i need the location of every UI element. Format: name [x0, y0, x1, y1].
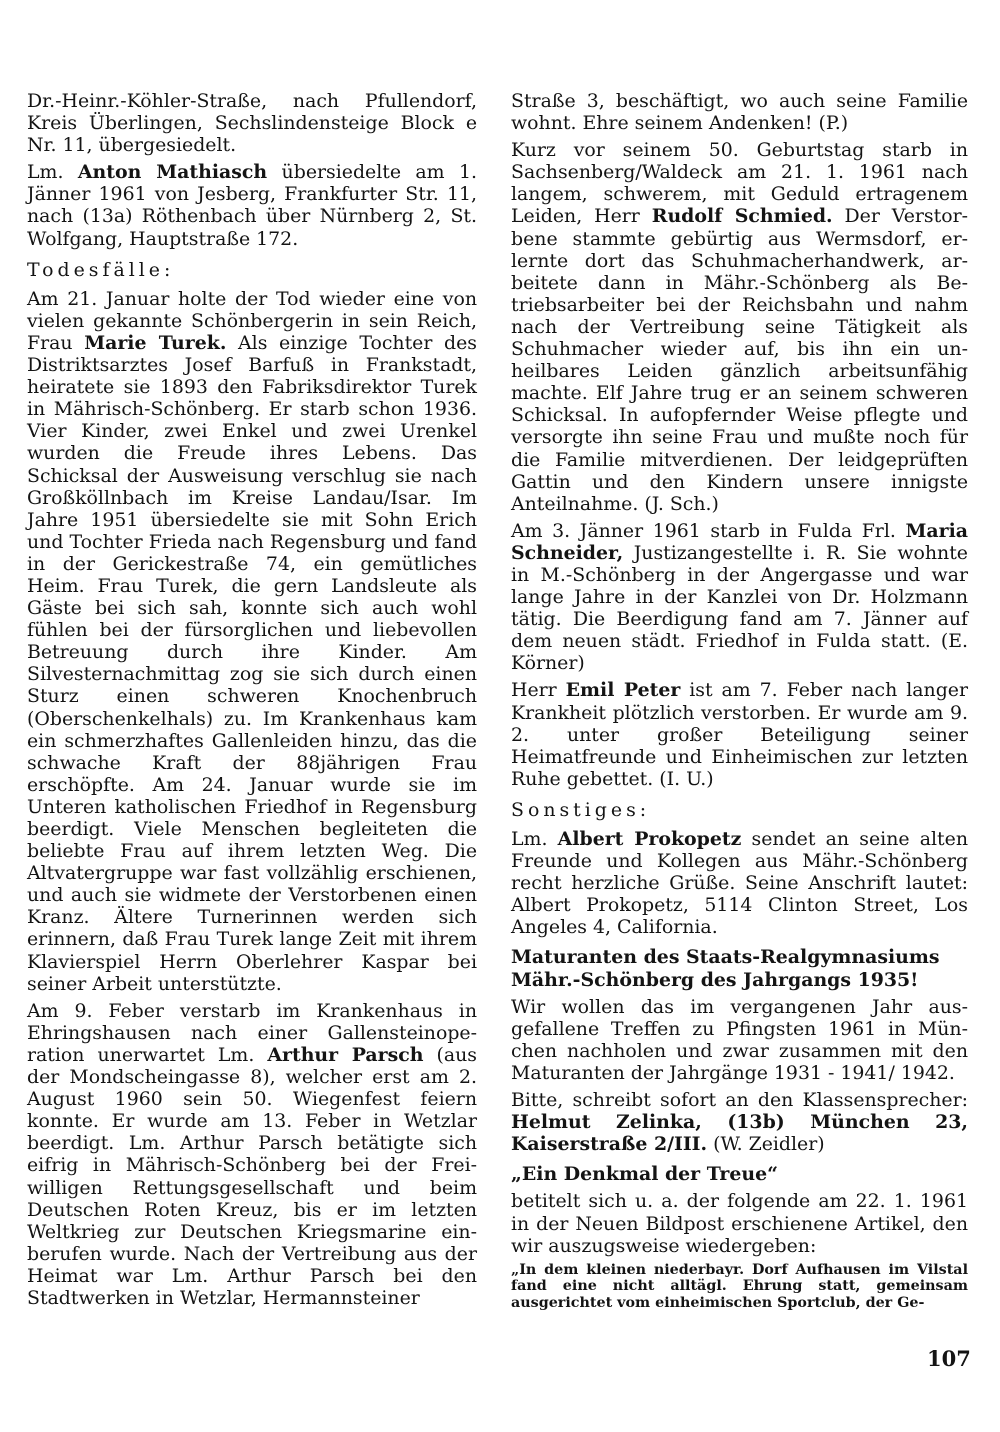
- name-emil-peter: Emil Peter: [565, 679, 681, 702]
- heading-denkmal: „Ein Denkmal der Treue“: [511, 1163, 778, 1186]
- paragraph-peter: Herr Emil Peter ist am 7. Feber nach langer Krankheit plötzlich verstorben. Er wurde am 9. 2. unter großer Beteiligung seiner Heimatfreunde und Einheimischen zur letzten Ruhe gebettet. (I. U.): [511, 679, 968, 790]
- name-anton-mathiasch: Anton Mathiasch: [77, 161, 268, 184]
- name-arthur-parsch: Arthur Parsch: [267, 1043, 424, 1066]
- paragraph-klassensprecher: Bitte, schreibt sofort an den Klassensprecher: Helmut Zelinka, (13b) München 23, Kaiserstraße 2/III. (W. Zeidler): [511, 1089, 968, 1156]
- name-helmut-zelinka: Helmut Zelinka, (13b) München 23, Kaiserstraße 2/III.: [511, 1111, 968, 1156]
- paragraph-treffen: Wir wollen das im vergangenen Jahr ausgefallene Treffen zu Pfingsten 1961 in München nachholen und zwar zusammen mit den Maturanten der Jahrgänge 1931 - 1941/ 1942.: [511, 995, 968, 1084]
- paragraph-bildpost: betitelt sich u. a. der folgende am 22. 1. 1961 in der Neuen Bildpost erschienene Artikel, den wir auszugsweise wiedergeben:: [511, 1190, 968, 1257]
- paragraph-mathiasch: Lm. Anton Mathiasch übersiedelte am 1. Jänner 1961 von Jesberg, Frankfurter Str. 11, nach (13a) Röthenbach über Nürnberg 2, St. Wolfgang, Hauptstraße 172.: [27, 161, 477, 250]
- paragraph-schmied: Kurz vor seinem 50. Geburtstag starb in Sachsenberg/Waldeck am 21. 1. 1961 nach langem, schwerem, mit Geduld ertragenem Leiden, Herr Rudolf Schmied. Der Verstorbene stammte gebürtig aus Wermsdorf, erlernte dort das Schuhmacherhandwerk, arbeitete dann in Mähr.-Schönberg als Betriebsarbeiter bei der Reichsbahn und nahm nach der Vertreibung seine Tätigkeit als Schuhmacher wieder auf, bis ihn ein unheilbares Leiden gänzlich arbeitsunfähig machte. Elf Jahre trug er an seinem schweren Schicksal. In aufopfernder Weise pflegte und versorgte ihn seine Frau und mußte noch für die Familie mitverdienen. Der leidgeprüften Gattin und den Kindern unsere innigste Anteilnahme. (J. Sch.): [511, 139, 968, 515]
- paragraph-schneider: Am 3. Jänner 1961 starb in Fulda Frl. Maria Schneider, Justizangestellte i. R. Sie wohnte in M.-Schönberg in der Angergasse und war lange Jahre in der Kanzlei von Dr. Holzmann tätig. Die Beerdigung fand am 7. Jänner auf dem neuen städt. Friedhof in Fulda statt. (E. Körner): [511, 519, 968, 675]
- paragraph-pfullendorf: Dr.-Heinr.-Köhler-Straße, nach Pfullendorf, Kreis Überlingen, Sechslindensteige Block e Nr. 11, übergesiedelt.: [27, 90, 477, 157]
- quote-aufhausen: „In dem kleinen niederbayr. Dorf Aufhausen im Vilstal fand eine nicht alltägl. Ehrung statt, gemeinsam ausgerichtet vom einheimischen Sportclub, der Ge-: [511, 1261, 968, 1312]
- name-maria-schneider: Maria Schneider,: [511, 519, 968, 564]
- paragraph-turek: Am 21. Januar holte der Tod wieder eine von vielen gekannte Schönbergerin in sein Reich, Frau Marie Turek. Als einzige Tochter des Distriktsarztes Josef Barfuß in Frankstadt, heiratete sie 1893 den Fabriksdirektor Turek in Mährisch-Schönberg. Er starb schon 1936. Vier Kinder, zwei Enkel und zwei Urenkel wurden die Freude ihres Lebens. Das Schicksal der Ausweisung verschlug sie nach Großköllnbach im Kreise Landau/Isar. Im Jahre 1951 übersiedelte sie mit Sohn Erich und Tochter Frieda nach Regensburg und fand in der Gerickestraße 74, ein gemütliches Heim. Frau Turek, die gern Landsleute als Gäste bei sich sah, konnte sich auch wohl fühlen bei der fürsorglichen und liebevollen Betreuung durch ihre Kinder. Am Silvesternachmittag zog sie sich durch einen Sturz einen schweren Knochenbruch (Oberschenkelhals) zu. Im Krankenhaus kam ein schmerzhaftes Gallenleiden hinzu, das die schwache Kraft der 88jährigen Frau erschöpfte. Am 24. Januar wurde sie im Unteren katholischen Friedhof in Regensburg beerdigt. Viele Menschen begleiteten die beliebte Frau auf ihrem letzten Weg. Die Altvatergruppe war fast vollzählig erschienen, und auch sie widmete der Verstorbenen einen Kranz. Ältere Turnerinnen werden sich erinnern, daß Frau Turek lange Zeit mit ihrem Klavierspiel Herrn Oberlehrer Kaspar bei seiner Arbeit unterstützte.: [27, 287, 477, 995]
- name-marie-turek: Marie Turek.: [84, 331, 227, 354]
- section-heading-sonstiges: Sonstiges:: [511, 798, 651, 821]
- paragraph-parsch-continued: Straße 3, beschäftigt, wo auch seine Familie wohnt. Ehre seinem Andenken! (P.): [511, 90, 968, 135]
- page-number: 107: [927, 1346, 971, 1371]
- name-albert-prokopetz: Albert Prokopetz: [557, 828, 742, 850]
- paragraph-parsch: Am 9. Feber verstarb im Krankenhaus in Ehringshausen nach einer Gallensteinoperation unerwartet Lm. Arthur Parsch (aus der Mondscheingasse 8), welcher erst am 2. August 1960 sein 50. Wiegenfest feiern konnte. Er wurde am 13. Feber in Wetzlar beerdigt. Lm. Arthur Parsch betätigte sich eifrig in Mährisch-Schönberg bei der Freiwilligen Rettungsgesellschaft und beim Deutschen Roten Kreuz, bis er im letzten Weltkrieg zur Deutschen Kriegsmarine einberufen wurde. Nach der Vertreibung aus der Heimat war Lm. Arthur Parsch bei den Stadtwerken in Wetzlar, Hermannsteiner: [27, 999, 477, 1309]
- heading-maturanten: Maturanten des Staats-Realgymnasiums Mähr.-Schönberg des Jahrgangs 1935!: [511, 946, 940, 991]
- right-column: [511, 90, 968, 1317]
- paragraph-prokopetz: Lm. Albert Prokopetz sendet an seine alten Freunde und Kollegen aus Mähr.-Schönberg recht herzliche Grüße. Seine Anschrift lautet: Albert Prokopetz, 5114 Clinton Street, Los Angeles 4, California.: [511, 828, 968, 939]
- name-rudolf-schmied: Rudolf Schmied.: [651, 205, 833, 228]
- left-column: [27, 90, 477, 1314]
- section-heading-todesfaelle: Todesfälle:: [27, 258, 175, 281]
